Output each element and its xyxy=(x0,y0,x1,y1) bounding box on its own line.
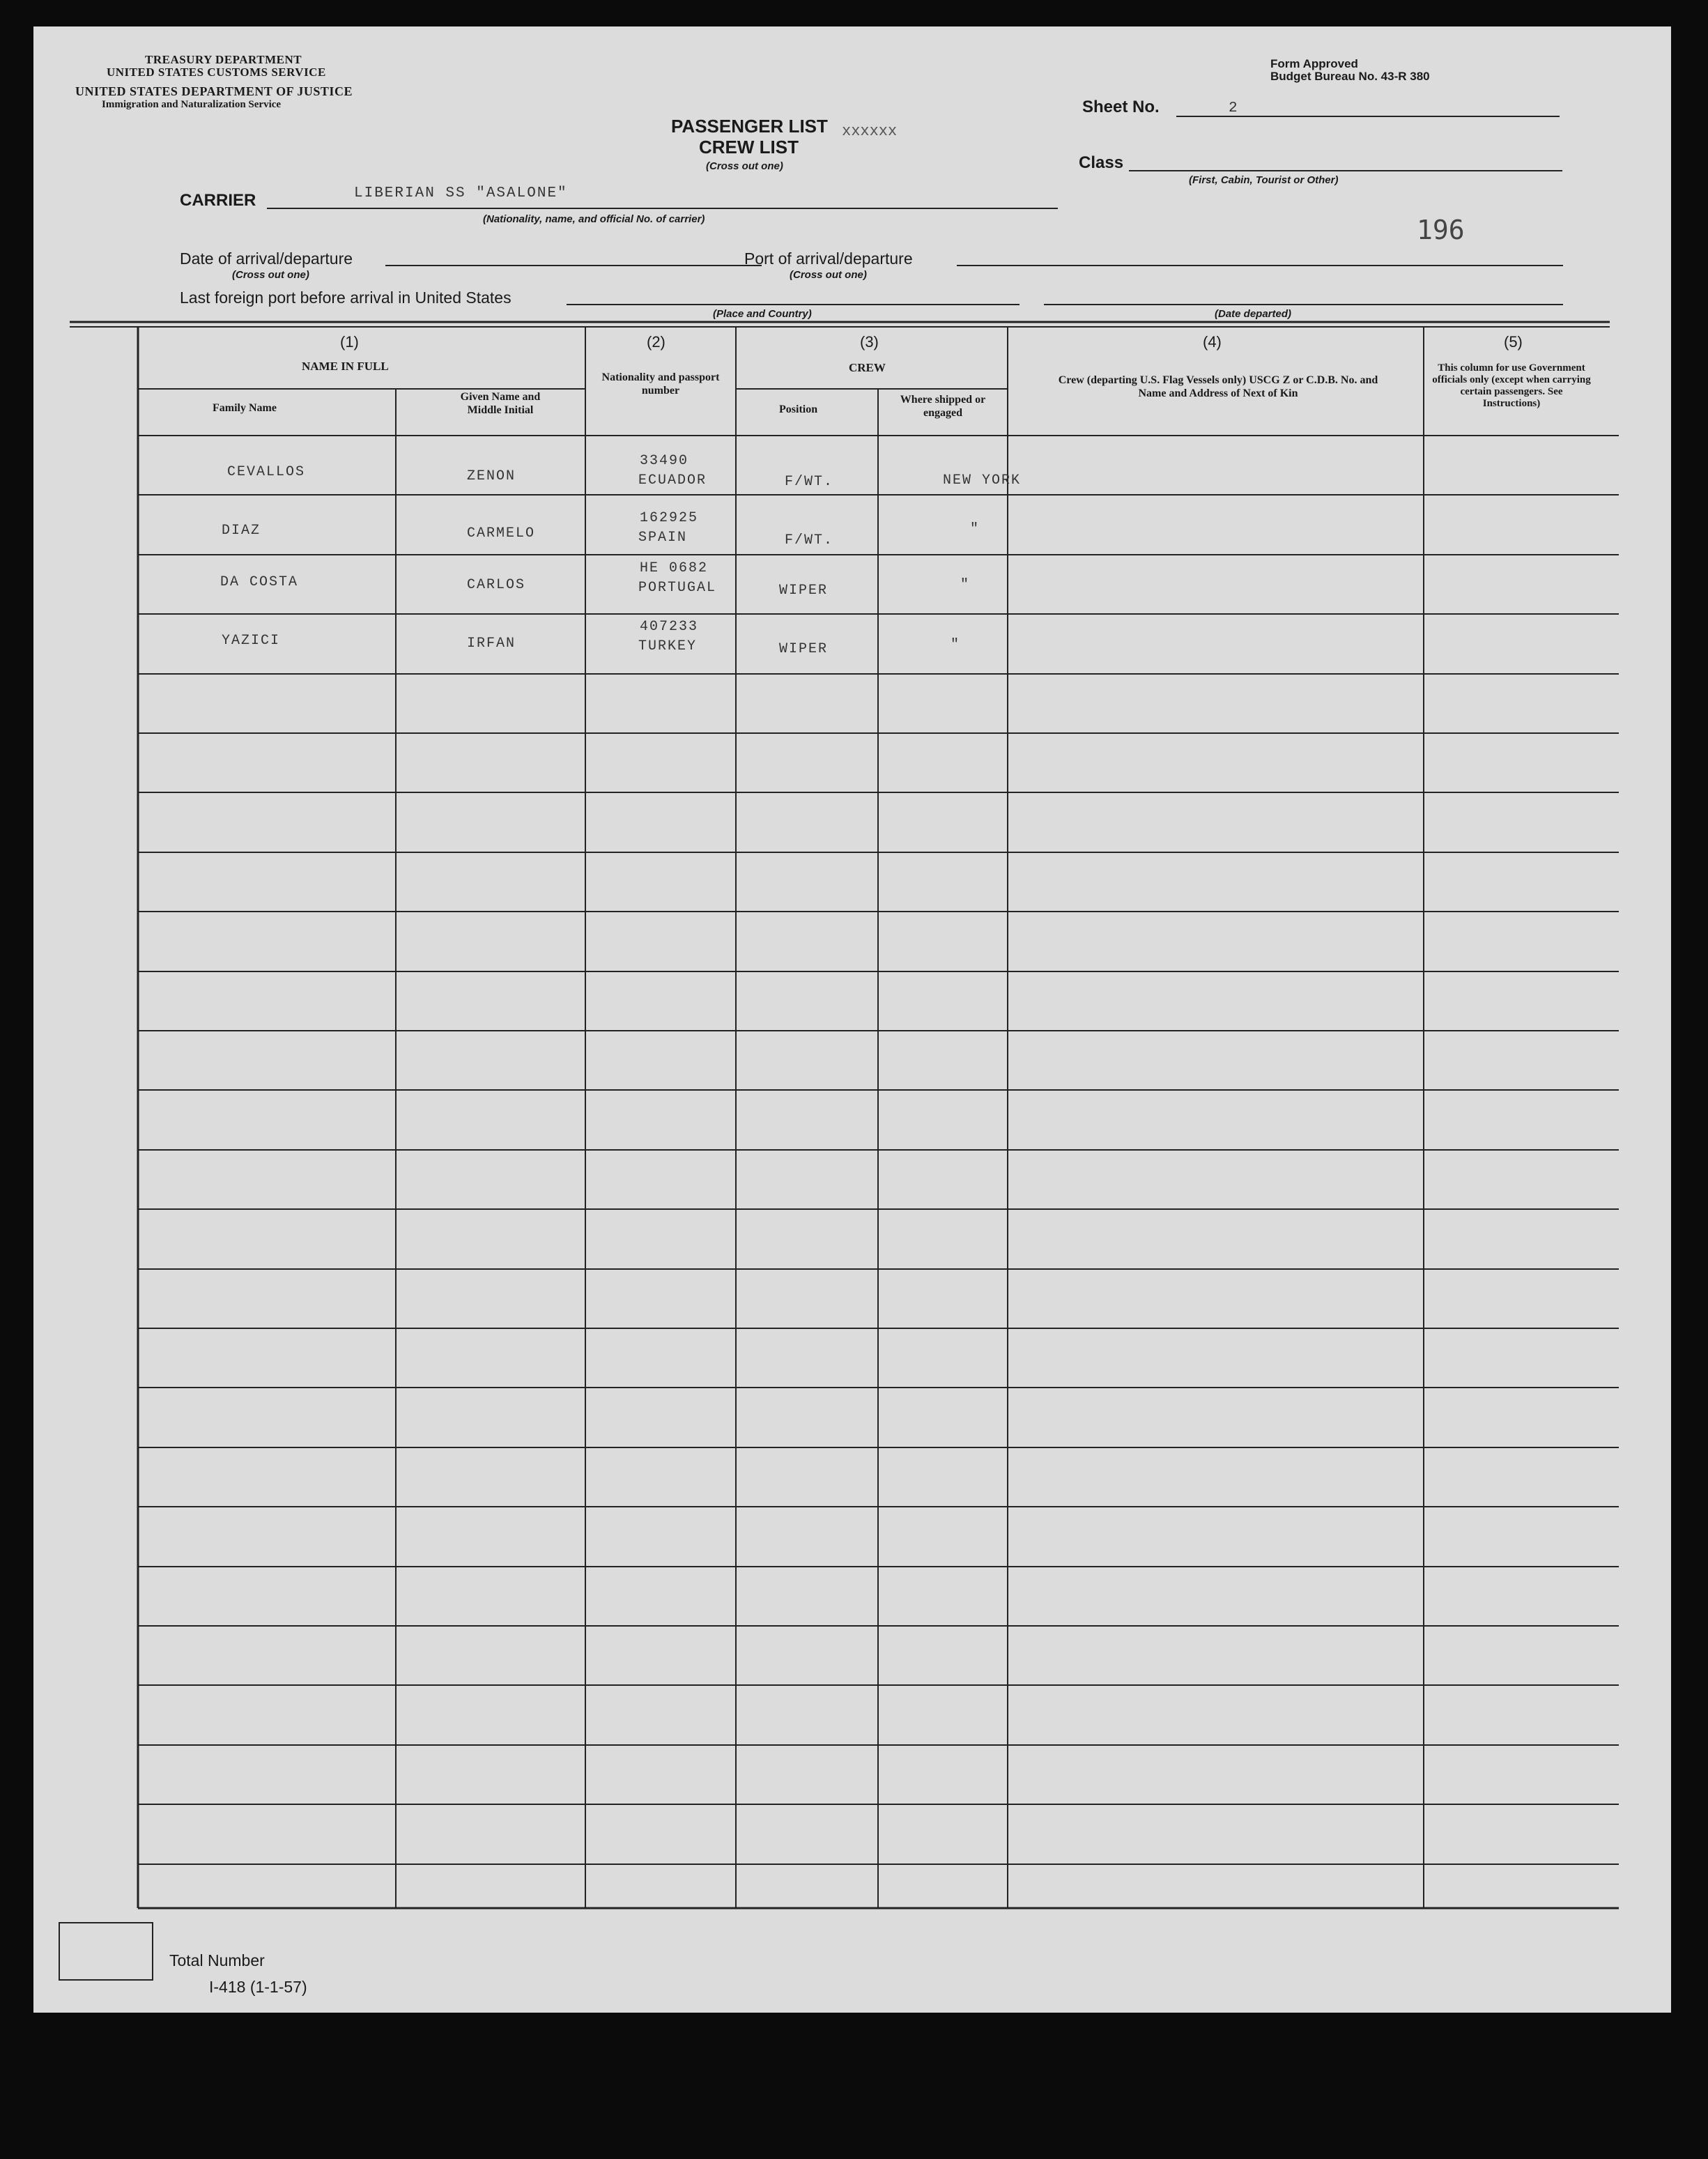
row2-given: CARMELO xyxy=(467,525,536,541)
agency-treasury: TREASURY DEPARTMENT xyxy=(145,53,302,66)
agency-customs: UNITED STATES CUSTOMS SERVICE xyxy=(107,66,326,79)
last-port-place-caption: (Place and Country) xyxy=(713,308,812,320)
row3-given: CARLOS xyxy=(467,577,526,593)
row1-given: ZENON xyxy=(467,468,516,484)
col1-given-header: Given Name and Middle Initial xyxy=(460,391,541,416)
col3-number: (3) xyxy=(860,333,879,351)
last-port-label: Last foreign port before arrival in United States xyxy=(180,289,511,307)
col4-number: (4) xyxy=(1203,333,1222,351)
title-note: (Cross out one) xyxy=(706,160,783,172)
agency-ins: Immigration and Naturalization Service xyxy=(102,99,282,110)
row1-family: CEVALLOS xyxy=(227,464,306,480)
row4-passport: 407233 xyxy=(640,619,699,635)
budget-bureau: Budget Bureau No. 43-R 380 xyxy=(1270,70,1430,83)
row3-where: " xyxy=(960,577,971,593)
col3-position-header: Position xyxy=(779,404,818,415)
col2-title: Nationality and passport number xyxy=(601,371,720,397)
row3-family: DA COSTA xyxy=(220,574,299,590)
document-page xyxy=(33,26,1671,2013)
last-port-date-caption: (Date departed) xyxy=(1215,308,1292,320)
row4-position: WIPER xyxy=(779,641,829,657)
class-label: Class xyxy=(1079,153,1124,172)
date-caption: (Cross out one) xyxy=(232,269,309,281)
stamp-number: 196 xyxy=(1417,215,1465,245)
col5-title: This column for use Government officials only (except when carrying certain passengers. See Instructions) xyxy=(1432,362,1591,409)
col5-number: (5) xyxy=(1504,333,1523,351)
sheet-value: 2 xyxy=(1229,100,1239,116)
sheet-label: Sheet No. xyxy=(1082,98,1160,116)
form-id: I-418 (1-1-57) xyxy=(209,1978,307,1996)
col2-number: (2) xyxy=(647,333,665,351)
row1-nationality: ECUADOR xyxy=(638,472,707,489)
row2-position: F/WT. xyxy=(785,532,834,548)
port-label: Port of arrival/departure xyxy=(744,249,913,268)
col1-number: (1) xyxy=(340,333,359,351)
row2-nationality: SPAIN xyxy=(638,530,688,546)
row3-nationality: PORTUGAL xyxy=(638,580,717,596)
row1-where: NEW YORK xyxy=(943,472,1022,489)
date-label: Date of arrival/departure xyxy=(180,249,353,268)
form-approved: Form Approved xyxy=(1270,57,1358,70)
title-crew: CREW LIST xyxy=(699,137,799,157)
total-number-label: Total Number xyxy=(169,1951,265,1969)
row3-passport: HE 0682 xyxy=(640,560,709,576)
col3-where-header: Where shipped or engaged xyxy=(900,394,986,419)
title-passenger: PASSENGER LIST xyxy=(671,116,828,137)
col1-family-header: Family Name xyxy=(213,402,277,414)
total-number-box xyxy=(59,1922,153,1981)
class-caption: (First, Cabin, Tourist or Other) xyxy=(1189,174,1339,186)
col1-title: NAME IN FULL xyxy=(302,360,389,373)
agency-justice: UNITED STATES DEPARTMENT OF JUSTICE xyxy=(75,84,353,98)
row2-family: DIAZ xyxy=(222,523,261,539)
carrier-caption: (Nationality, name, and official No. of carrier) xyxy=(483,213,705,225)
row4-where: " xyxy=(951,637,961,653)
title-strike: xxxxxx xyxy=(842,123,898,140)
row2-passport: 162925 xyxy=(640,510,699,526)
row3-position: WIPER xyxy=(779,583,829,599)
row4-given: IRFAN xyxy=(467,636,516,652)
row1-position: F/WT. xyxy=(785,474,834,490)
carrier-label: CARRIER xyxy=(180,191,256,210)
row4-family: YAZICI xyxy=(222,633,281,649)
row2-where: " xyxy=(970,521,980,537)
row1-passport: 33490 xyxy=(640,453,689,469)
col3-title: CREW xyxy=(849,361,886,374)
port-caption: (Cross out one) xyxy=(790,269,867,281)
col4-title: Crew (departing U.S. Flag Vessels only) USCG Z or C.D.B. No. and Name and Address of Next of Kin xyxy=(1058,374,1378,399)
carrier-value: LIBERIAN SS "ASALONE" xyxy=(354,185,568,201)
table-grid xyxy=(33,26,1671,2013)
row4-nationality: TURKEY xyxy=(638,638,698,654)
